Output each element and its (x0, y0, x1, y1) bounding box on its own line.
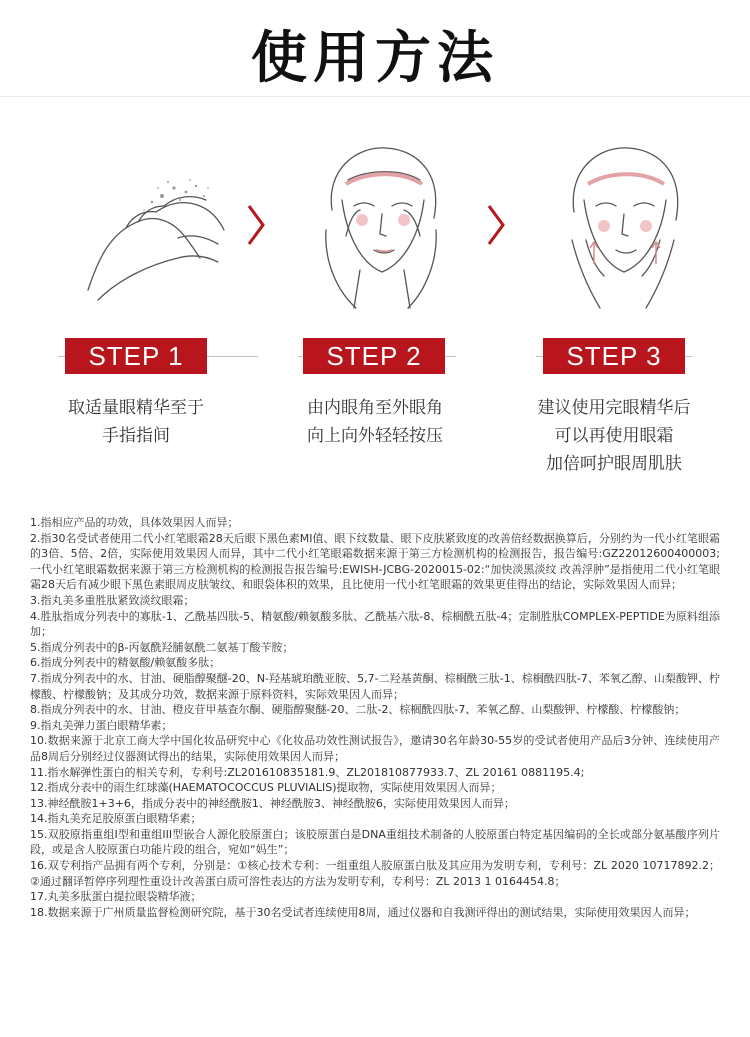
chevron-right-icon (244, 202, 268, 248)
footnote: 13.神经酰胺1+3+6，指成分表中的神经酰胺1、神经酰胺3、神经酰胺6，实际使用效果因人而异； (30, 796, 515, 810)
step-1-badge: STEP 1 (65, 338, 207, 374)
footnote: 7.指成分列表中的水、甘油、硬脂醇聚醚-20、N-羟基琥珀酰亚胺、5,7-二羟基黄酮、棕榈酰三肽-1、棕榈酰四肽-7、苯氧乙醇、山梨酸钾、柠檬酸、柠檬酸钠；及其成分功效，数据来源于原料资料，实际效果因人而异； (30, 671, 720, 701)
step-2-badge: STEP 2 (303, 338, 445, 374)
step-2-description (275, 394, 475, 450)
footnote: 4.胜肽指成分列表中的寡肽-1、乙酰基四肽-5、精氨酸/赖氨酸多肽、乙酰基六肽-8、棕榈酰五肽-4；定制胜肽COMPLEX-PEPTIDE为原料组添加； (30, 609, 720, 639)
footnote: 15.双胶原指重组Ⅰ型和重组III型嵌合人源化胶原蛋白；该胶原蛋白是DNA重组技术制备的人胶原蛋白特定基因编码的全长或部分氨基酸序列片段，或是含人胶原蛋白功能片段的组合，宛如“妈生”； (30, 827, 720, 857)
step-3-description (514, 394, 714, 478)
step-2-line-2: 向上向外轻轻按压 (307, 426, 443, 446)
footnote: 2.指30名受试者使用二代小红笔眼霜28天后眼下黑色素MI值、眼下纹数量、眼下皮肤紧致度的改善倍经数据换算后，分别约为一代小红笔眼霜的3倍、5倍、2倍，实际使用效果因人而异，其中二代小红笔眼霜数据来源于第三方检测机构的检测报告，报告编号:GZ22012600400003;一代小红笔眼霜数据来源于第三方检测机构的检测报告报告编号:EWISH-JCBG-2020015-02:“加快淡黑淡纹 改善浮肿”是指使用二代小红笔眼霜28天后有减少眼下黑色素眼周皮肤皱纹、和眼袋体积的效果，且比使用一代小红笔眼霜的效果更佳得出的结论，实际效果因人而异； (30, 531, 720, 592)
step-2-line-1: 由内眼角至外眼角 (307, 398, 443, 418)
footnote: 18.数据来源于广州质量监督检测研究院，基于30名受试者连续使用8周，通过仪器和自我测评得出的测试结果，实际使用效果因人而异； (30, 905, 696, 919)
footnote: 5.指成分列表中的β-丙氨酰羟脯氨酰二氨基丁酸苄胺； (30, 640, 294, 654)
footnote: 12.指成分表中的雨生红球藻(HAEMATOCOCCUS PLUVIALIS)提取物，实际使用效果因人而异； (30, 781, 502, 795)
face-pressing-eyes-illustration (296, 140, 466, 310)
step-3-badge: STEP 3 (543, 338, 685, 374)
footnote: 1.指相应产品的功效，具体效果因人而异； (30, 516, 239, 529)
title-divider (0, 96, 750, 97)
footnote: 3.指丸美多重胜肽紧致淡纹眼霜； (30, 593, 195, 607)
face-massaging-cheeks-illustration (538, 140, 708, 310)
step-3-line-2: 可以再使用眼霜 (554, 426, 674, 446)
hands-rubbing-illustration (78, 140, 238, 310)
step-1-description (36, 394, 236, 450)
footnote: 14.指丸美充足胶原蛋白眼精华素； (30, 812, 202, 826)
step-1-line-2: 手指指间 (102, 426, 170, 446)
footnote: 11.指水解弹性蛋白的相关专利，专利号:ZL201610835181.9、ZL201810877933.7、ZL 20161 0881195.4; (30, 765, 585, 779)
footnote: 9.指丸美弹力蛋白眼精华素； (30, 718, 173, 732)
footnote: 10.数据来源于北京工商大学中国化妆品研究中心《化妆品功效性测试报告》，邀请30名年龄30-55岁的受试者使用产品后3分钟、连续使用产品8周后分别经过仪器测试得出的结果，实际使用效果因人而异； (30, 734, 720, 763)
footnote: 16.双专利指产品拥有两个专利，分别是：①核心技术专利：一组重组人胶原蛋白肽及其应用为发明专利，专利号：ZL 2020 10717892.2；②通过翻译暂停序列理性重设计改善蛋白质可溶性表达的方法为发明专利，专利号：ZL 2013 1 0164454.8； (30, 859, 720, 888)
step-3-line-3: 加倍呵护眼周肌肤 (546, 454, 682, 474)
footnote: 6.指成分列表中的精氨酸/赖氨酸多肽； (30, 656, 221, 670)
footnotes (30, 515, 720, 920)
page-title: 使用方法 (251, 26, 499, 91)
chevron-right-icon (484, 202, 508, 248)
footnote: 17.丸美多肽蛋白提拉眼袋精华液； (30, 890, 202, 904)
steps-section (0, 140, 750, 480)
footnote: 8.指成分列表中的水、甘油、橙皮苷甲基查尔酮、硬脂醇聚醚-20、二肽-2、棕榈酰四肽-7、苯氧乙醇、山梨酸钾、柠檬酸、柠檬酸钠； (30, 703, 686, 717)
step-1-line-1: 取适量眼精华至于 (68, 398, 204, 418)
step-3-line-1: 建议使用完眼精华后 (537, 398, 691, 418)
